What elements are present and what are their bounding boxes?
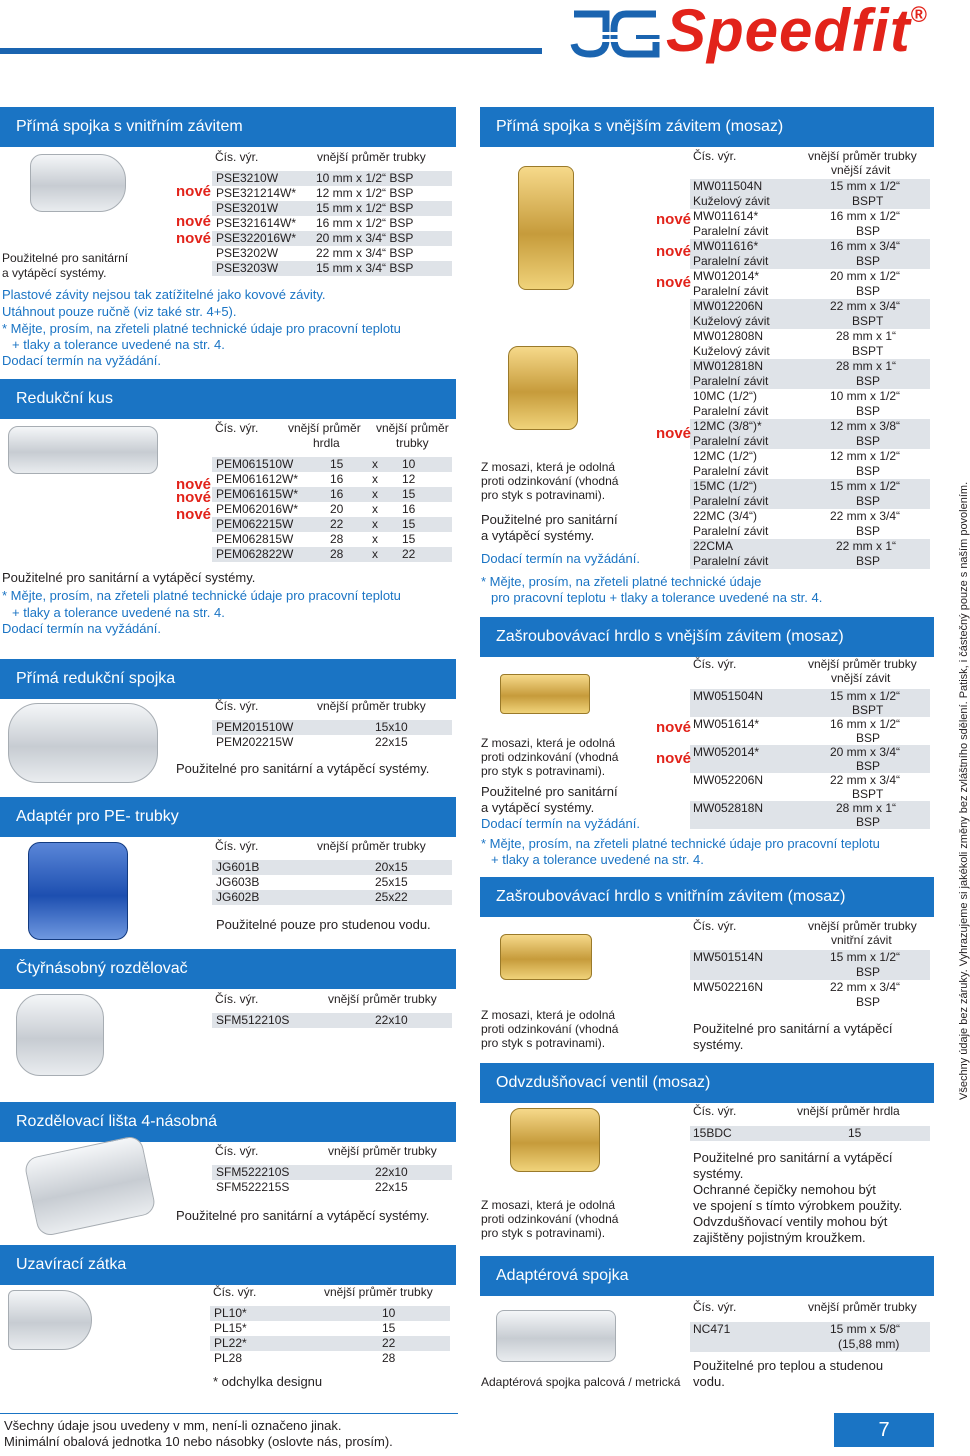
- note-text: pro pracovní teplotu + tlaky a tolerance uvedené na str. 4.: [491, 590, 823, 605]
- usage-text: a vytápěcí systémy.: [481, 528, 595, 543]
- note-text: Plastové závity nejsou tak zatížitelné jako kovové závity.: [2, 287, 326, 302]
- col-header-dim: vnější závit: [831, 671, 891, 685]
- adapter-coupling-image: [496, 1310, 616, 1362]
- new-badge: nové: [656, 211, 692, 228]
- table-row: MW012206N Kuželový závit 22 mm x 3/4“ BSPT: [690, 299, 930, 329]
- col-header-dim: vnější průměr trubky: [317, 699, 426, 713]
- footer-rule: [0, 1413, 458, 1414]
- usage-text: Použitelné pro teplou a studenou: [693, 1358, 884, 1373]
- new-badge: nové: [656, 243, 692, 260]
- table-row: MW011614* Paralelní závit 16 mm x 1/2“ BSP: [693, 209, 901, 238]
- section-title-manifold-bar: Rozdělovací lišta 4-násobná: [0, 1102, 456, 1142]
- table-row: SFM522215S 22x15: [216, 1180, 408, 1194]
- table-row: SFM512210S 22x10: [212, 1013, 452, 1028]
- material-text: proti odzinkování (vhodná: [481, 1212, 619, 1226]
- note-text: Utáhnout pouze ručně (viz také str. 4+5).: [2, 304, 237, 319]
- col-header-code: Čís. výr.: [213, 1285, 257, 1299]
- col-header-code: Čís. výr.: [693, 1300, 737, 1314]
- male-connector-brass-image-2: [508, 346, 578, 430]
- air-vent-image: [510, 1108, 600, 1172]
- table-row: MW052818N 28 mm x 1“ BSP: [690, 801, 930, 829]
- new-badge: nové: [176, 476, 212, 493]
- table-row: 10MC (1/2“) Paralelní závit 10 mm x 1/2“ BSP: [693, 389, 901, 418]
- new-badge: nové: [176, 489, 212, 506]
- material-text: proti odzinkování (vhodná: [481, 750, 619, 764]
- section-title-plug: Uzavírací zátka: [0, 1245, 456, 1285]
- note-text: * Mějte, prosím, na zřeteli platné technické údaje pro pracovní teplotu: [481, 836, 880, 851]
- material-text: pro styk s potravinami).: [481, 488, 606, 502]
- table-row: PEM061612W* 16 x 12: [216, 472, 416, 486]
- usage-text: a vytápěcí systémy.: [481, 800, 595, 815]
- col-header-dim: vnější průměr trubky: [808, 1300, 917, 1314]
- table-row: JG601B 20x15: [212, 860, 452, 875]
- usage-text: Ochranné čepičky nemohou být: [693, 1182, 876, 1197]
- col-header-code: Čís. výr.: [693, 1104, 737, 1118]
- usage-text: vodu.: [693, 1374, 725, 1389]
- col-header-dim: vnější průměr trubky: [808, 149, 917, 163]
- table-row: MW051504N 15 mm x 1/2“ BSPT: [690, 689, 930, 717]
- manifold-bar-image: [23, 1134, 157, 1237]
- col-header-code: Čís. výr.: [215, 992, 259, 1006]
- table-row: MW012014* Paralelní závit 20 mm x 1/2“ BSP: [693, 269, 901, 298]
- table-row: PL22* 22: [210, 1336, 450, 1351]
- table-row: PEM062215W 22 x 15: [212, 517, 452, 532]
- col-header-code: Čís. výr.: [215, 839, 259, 853]
- footer-line: Minimální obalová jednotka 10 nebo násobky (oslovte nás, prosím).: [4, 1434, 393, 1449]
- usage-text: Použitelné pro sanitární a vytápěcí systémy.: [176, 761, 430, 776]
- section-title-air-vent: Odvzdušňovací ventil (mosaz): [480, 1063, 934, 1103]
- male-connector-brass-image: [518, 166, 574, 290]
- table-row: PEM061510W 15 x 10: [212, 457, 452, 472]
- usage-text: Použitelné pro sanitární a vytápěcí systémy.: [176, 1208, 430, 1223]
- table-row: MW501514N 15 mm x 1/2“ BSP: [690, 950, 930, 980]
- table-row: MW502216N 22 mm x 3/4“ BSP: [693, 980, 901, 1009]
- table-row: PL15* 15: [214, 1321, 396, 1335]
- new-badge: nové: [656, 425, 692, 442]
- speedfit-logo: [566, 2, 946, 68]
- plug-image: [8, 1290, 92, 1350]
- table-row: 15MC (1/2“) Paralelní závit 15 mm x 1/2“ BSP: [690, 479, 930, 509]
- table-row: PEM062822W 28 x 22: [212, 547, 452, 562]
- material-text: proti odzinkování (vhodná: [481, 1022, 619, 1036]
- section-title-female-connector: Přímá spojka s vnitřním závitem: [0, 107, 456, 147]
- table-row: MW052014* 20 mm x 3/4“ BSP: [690, 745, 930, 773]
- reducer-image: [8, 426, 158, 474]
- usage-text: ve spojení s tímto výrobkem použity.: [693, 1198, 903, 1213]
- table-row: PL10* 10: [210, 1306, 450, 1321]
- col-header-dim: vnější průměr: [376, 421, 449, 435]
- female-connector-image: [30, 154, 126, 212]
- col-header-dim: vnitřní závit: [831, 933, 892, 947]
- usage-text: zajištěny pojistným kroužkem.: [693, 1230, 866, 1245]
- section-title-pe-adapter: Adaptér pro PE- trubky: [0, 797, 456, 837]
- table-row: PSE321614W* 16 mm x 1/2“ BSP: [216, 216, 414, 230]
- usage-text: Použitelné pro sanitární a vytápěcí systémy.: [2, 570, 256, 585]
- material-text: proti odzinkování (vhodná: [481, 474, 619, 488]
- table-row: MW012808N Kuželový závit 28 mm x 1“ BSPT: [693, 329, 897, 358]
- table-row: JG602B 25x22: [212, 890, 452, 905]
- new-badge: nové: [176, 213, 212, 230]
- col-header-dim: vnější průměr trubky: [317, 150, 426, 164]
- col-header-code: Čís. výr.: [215, 150, 259, 164]
- table-row: 22MC (3/4“) Paralelní závit 22 mm x 3/4“ BSP: [693, 509, 901, 538]
- usage-text: Použitelné pouze pro studenou vodu.: [216, 917, 431, 932]
- new-badge: nové: [656, 750, 692, 767]
- usage-text: systémy.: [693, 1166, 744, 1181]
- note-text: Dodací termín na vyžádání.: [2, 621, 161, 636]
- col-header-dim: vnější průměr trubky: [328, 992, 437, 1006]
- table-row: PEM202215W 22x15: [216, 735, 408, 749]
- material-text: pro styk s potravinami).: [481, 764, 606, 778]
- col-header-code: Čís. výr.: [693, 149, 737, 163]
- table-row: PSE3210W 10 mm x 1/2“ BSP: [212, 171, 452, 186]
- table-row: 15BDC 15: [690, 1126, 930, 1141]
- section-title-male-connector-brass: Přímá spojka s vnějším závitem (mosaz): [480, 107, 934, 147]
- female-tailpiece-image: [500, 934, 592, 980]
- col-header-dim: trubky: [396, 436, 429, 450]
- table-row: PEM062815W 28 x 15: [216, 532, 416, 546]
- note-text: + tlaky a tolerance uvedené na str. 4.: [12, 605, 225, 620]
- table-row: MW011616* Paralelní závit 16 mm x 3/4“ BSP: [690, 239, 930, 269]
- col-header-dim: vnější průměr trubky: [317, 839, 426, 853]
- quad-manifold-image: [16, 994, 104, 1076]
- col-header-code: Čís. výr.: [693, 919, 737, 933]
- usage-text: Odvzdušňovací ventily mohou být: [693, 1214, 888, 1229]
- material-text: Z mosazi, která je odolná: [481, 1198, 616, 1212]
- section-title-female-tailpiece: Zašroubovávací hrdlo s vnitřním závitem (mosaz): [480, 877, 934, 917]
- table-row: 12MC (1/2“) Paralelní závit 12 mm x 1/2“ BSP: [693, 449, 901, 478]
- table-row: PL28 28: [214, 1351, 396, 1365]
- section-title-adapter-coupling: Adaptérová spojka: [480, 1256, 934, 1296]
- note-text: * odchylka designu: [213, 1374, 323, 1389]
- usage-text: Použitelné pro sanitární: [2, 251, 129, 265]
- note-text: + tlaky a tolerance uvedené na str. 4.: [491, 852, 704, 867]
- reducing-straight-image: [8, 703, 158, 783]
- header-rule: [0, 48, 542, 54]
- new-badge: nové: [176, 230, 212, 247]
- table-row: PEM201510W 15x10: [212, 720, 452, 735]
- table-row: PSE321214W* 12 mm x 1/2“ BSP: [216, 186, 414, 200]
- table-row: PSE3203W 15 mm x 3/4“ BSP: [212, 261, 452, 276]
- male-tailpiece-image: [500, 674, 590, 714]
- side-disclaimer: Všechny údaje bez záruky. Vyhrazujeme si jakékoli změny bez zvláštního sdělení. Patisk, i částečný pouze s naším povolením.: [958, 481, 970, 1100]
- usage-text: Použitelné pro sanitární a vytápěcí: [693, 1150, 893, 1165]
- footer-line: Všechny údaje jsou uvedeny v mm, není-li označeno jinak.: [4, 1418, 342, 1433]
- material-text: Z mosazi, která je odolná: [481, 736, 616, 750]
- table-row: MW011504N Kuželový závit 15 mm x 1/2“ BSPT: [690, 179, 930, 209]
- usage-text: Použitelné pro sanitární: [481, 784, 618, 799]
- col-header-dim: hrdla: [313, 436, 340, 450]
- note-text: Dodací termín na vyžádání.: [2, 353, 161, 368]
- usage-text: a vytápěcí systémy.: [2, 266, 107, 280]
- col-header-dim: vnější průměr trubky: [808, 657, 917, 671]
- usage-text: systémy.: [693, 1037, 744, 1052]
- new-badge: nové: [656, 719, 692, 736]
- col-header-dim: vnější průměr: [288, 421, 361, 435]
- col-header-dim: vnější průměr hrdla: [797, 1104, 900, 1118]
- new-badge: nové: [176, 183, 212, 200]
- note-text: Dodací termín na vyžádání.: [481, 551, 640, 566]
- pe-adapter-image: [28, 842, 128, 940]
- note-text: * Mějte, prosím, na zřeteli platné technické údaje pro pracovní teplotu: [2, 321, 401, 336]
- new-badge: nové: [176, 506, 212, 523]
- col-header-dim: vnější průměr trubky: [808, 919, 917, 933]
- section-title-quad-manifold: Čtyřnásobný rozdělovač: [0, 949, 456, 989]
- col-header-code: Čís. výr.: [693, 657, 737, 671]
- material-text: pro styk s potravinami).: [481, 1226, 606, 1240]
- table-row: MW051614* 16 mm x 1/2“ BSP: [693, 717, 901, 745]
- table-row: 12MC (3/8“)* Paralelní závit 12 mm x 3/8“ BSP: [690, 419, 930, 449]
- note-text: * Mějte, prosím, na zřeteli platné technické údaje pro pracovní teplotu: [2, 588, 401, 603]
- usage-text: Použitelné pro sanitární a vytápěcí: [693, 1021, 893, 1036]
- table-row: PSE3202W 22 mm x 3/4“ BSP: [216, 246, 414, 260]
- material-text: pro styk s potravinami).: [481, 1036, 606, 1050]
- col-header-code: Čís. výr.: [215, 1144, 259, 1158]
- col-header-code: Čís. výr.: [215, 421, 259, 435]
- table-row: JG603B 25x15: [216, 875, 408, 889]
- material-text: Z mosazi, která je odolná: [481, 460, 616, 474]
- section-title-reducing-straight: Přímá redukční spojka: [0, 659, 456, 699]
- table-row: MW052206N 22 mm x 3/4“ BSPT: [693, 773, 901, 801]
- table-row: 22CMA Paralelní závit 22 mm x 1“ BSP: [690, 539, 930, 569]
- col-header-dim: vnější průměr trubky: [324, 1285, 433, 1299]
- table-row: SFM522210S 22x10: [212, 1165, 452, 1180]
- image-caption: Adaptérová spojka palcová / metrická: [481, 1375, 681, 1389]
- section-title-male-tailpiece: Zašroubovávací hrdlo s vnějším závitem (mosaz): [480, 617, 934, 657]
- new-badge: nové: [656, 274, 692, 291]
- col-header-code: Čís. výr.: [215, 699, 259, 713]
- note-text: Dodací termín na vyžádání.: [481, 816, 640, 831]
- note-text: + tlaky a tolerance uvedené na str. 4.: [12, 337, 225, 352]
- usage-text: Použitelné pro sanitární: [481, 512, 618, 527]
- table-row: MW012818N Paralelní závit 28 mm x 1“ BSP: [690, 359, 930, 389]
- table-row: PSE3201W 15 mm x 1/2“ BSP: [212, 201, 452, 216]
- material-text: Z mosazi, která je odolná: [481, 1008, 616, 1022]
- page-number: 7: [834, 1413, 934, 1447]
- col-header-dim: vnější průměr trubky: [328, 1144, 437, 1158]
- note-text: * Mějte, prosím, na zřeteli platné technické údaje: [481, 574, 762, 589]
- section-title-reducer: Redukční kus: [0, 379, 456, 419]
- speedfit-wordmark: Speedfit®: [666, 0, 928, 64]
- footer: [4, 1418, 393, 1450]
- table-row: PEM061615W* 16 x 15: [212, 487, 452, 502]
- col-header-dim: vnější závit: [831, 163, 891, 177]
- table-row: NC471 15 mm x 5/8“ (15,88 mm): [690, 1322, 930, 1352]
- table-row: PEM062016W* 20 x 16: [216, 502, 416, 516]
- table-row: PSE322016W* 20 mm x 3/4“ BSP: [212, 231, 452, 246]
- jg-logo-icon: [566, 6, 664, 62]
